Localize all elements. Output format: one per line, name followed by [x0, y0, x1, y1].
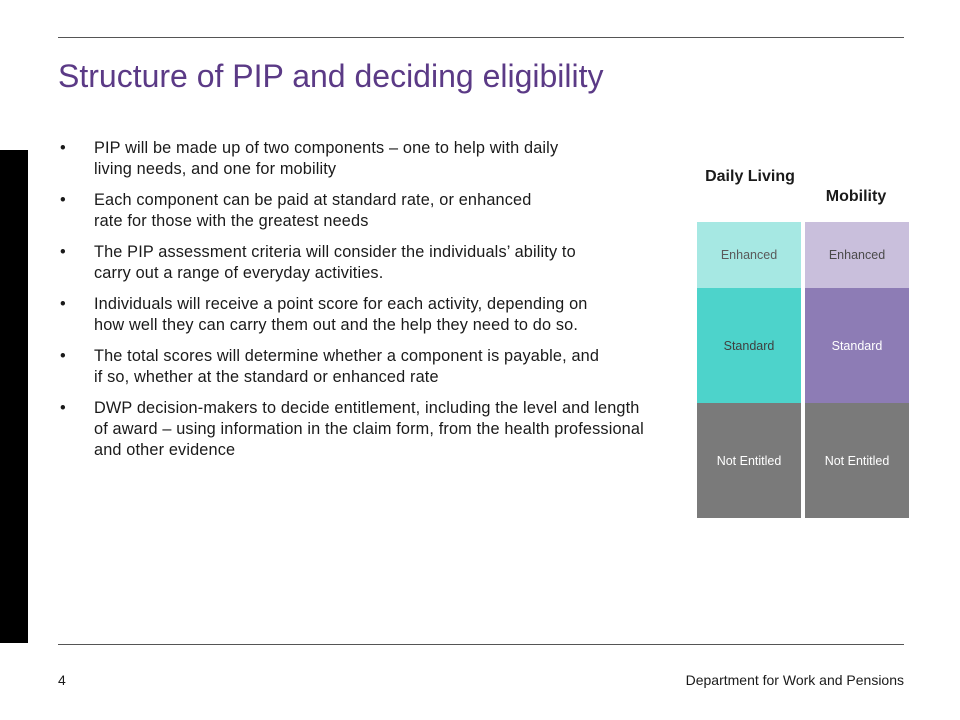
left-edge-bar: [0, 150, 28, 643]
bullet-marker: •: [60, 243, 66, 261]
bullet-text: Individuals will receive a point score for each activity, depending on how well they can carry them out and the help they need to do so.: [94, 295, 588, 334]
bullet-text: DWP decision-makers to decide entitlement, including the level and length of award – using information in the claim form, from the health professional and other evidence: [94, 399, 644, 459]
slide-title: Structure of PIP and deciding eligibility: [58, 58, 604, 94]
mobility-enhanced-segment: Enhanced: [805, 222, 909, 288]
daily-living-stack: [697, 222, 801, 518]
mobility-header: Mobility: [825, 188, 887, 205]
bullet-text: The total scores will determine whether a component is payable, and if so, whether at the standard or enhanced rate: [94, 347, 600, 386]
bottom-divider: [58, 644, 904, 645]
bullet-marker: •: [60, 191, 66, 209]
bullet-item: [58, 346, 658, 388]
bullet-item: [58, 242, 658, 284]
bullet-item: [58, 190, 658, 232]
footer-organisation: Department for Work and Pensions: [685, 672, 904, 688]
bullet-marker: •: [60, 295, 66, 313]
bullet-marker: •: [60, 347, 66, 365]
daily-living-not-entitled-segment: Not Entitled: [697, 403, 801, 518]
bullet-text: The PIP assessment criteria will consider the individuals’ ability to carry out a range of everyday activities.: [94, 243, 576, 282]
bullet-item: [58, 398, 658, 461]
bullet-item: [58, 138, 658, 180]
daily-living-header: Daily Living: [705, 168, 795, 185]
top-divider: [58, 37, 904, 38]
bullet-list: [58, 138, 658, 471]
page-number: 4: [58, 672, 66, 688]
bullet-item: [58, 294, 658, 336]
mobility-stack: [805, 222, 909, 518]
bullet-marker: •: [60, 399, 66, 417]
daily-living-enhanced-segment: Enhanced: [697, 222, 801, 288]
bullet-text: Each component can be paid at standard rate, or enhanced rate for those with the greatest needs: [94, 191, 532, 230]
daily-living-standard-segment: Standard: [697, 288, 801, 403]
bullet-marker: •: [60, 139, 66, 157]
mobility-standard-segment: Standard: [805, 288, 909, 403]
bullet-text: PIP will be made up of two components – one to help with daily living needs, and one for mobility: [94, 139, 559, 178]
mobility-not-entitled-segment: Not Entitled: [805, 403, 909, 518]
